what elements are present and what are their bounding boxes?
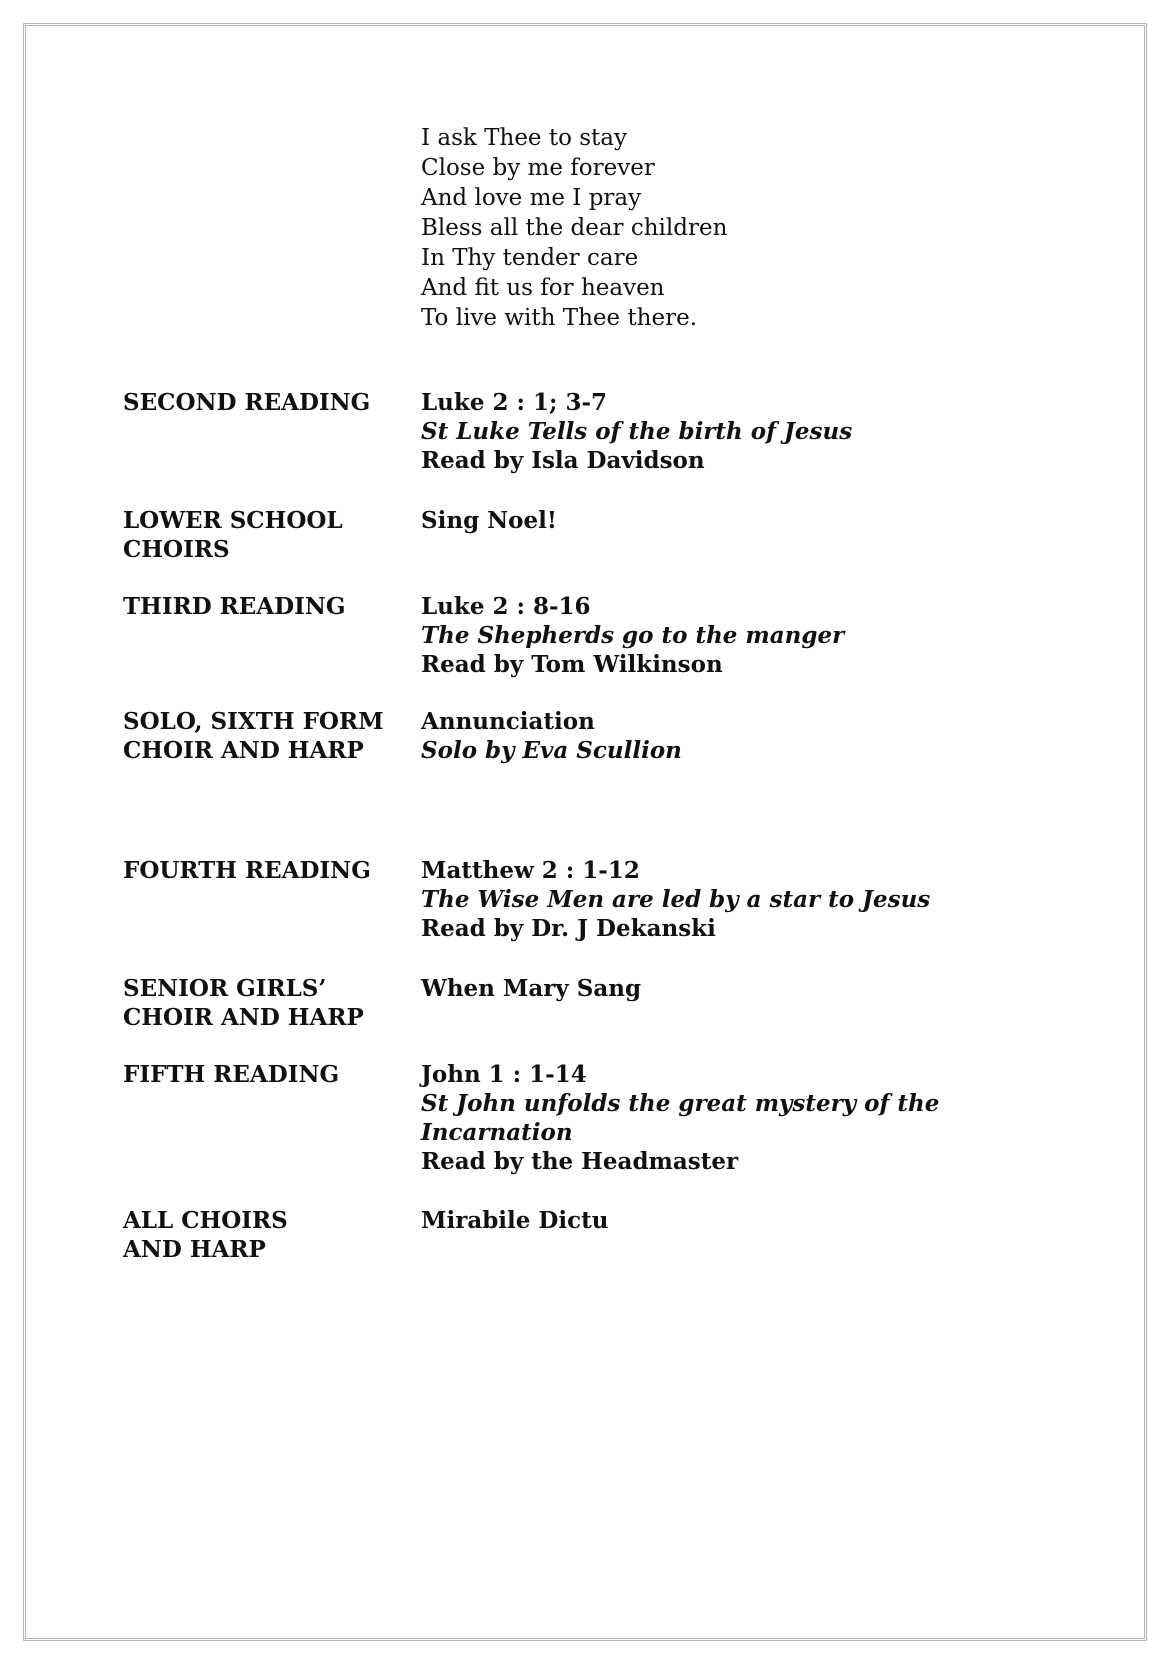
reading-subtitle: The Shepherds go to the manger bbox=[421, 622, 845, 649]
row-label bbox=[123, 1206, 413, 1264]
row-content bbox=[421, 1060, 981, 1176]
piece-subtitle: Solo by Eva Scullion bbox=[421, 737, 682, 764]
piece-title: Sing Noel! bbox=[421, 507, 557, 534]
row-label-line: CHOIR AND HARP bbox=[123, 737, 364, 764]
passage: Matthew 2 : 1-12 bbox=[421, 857, 640, 884]
reading-subtitle: The Wise Men are led by a star to Jesus bbox=[421, 886, 931, 913]
row-label-line: CHOIRS bbox=[123, 536, 230, 563]
row-label bbox=[123, 592, 413, 621]
verse-line: I ask Thee to stay bbox=[421, 125, 628, 151]
row-label-line: SOLO, SIXTH FORM bbox=[123, 708, 384, 735]
row-label bbox=[123, 856, 413, 885]
verse-line: And fit us for heaven bbox=[421, 275, 665, 301]
hymn-verse bbox=[421, 123, 727, 333]
reading-subtitle: St John unfolds the great mystery of the bbox=[421, 1090, 940, 1117]
row-label bbox=[123, 506, 413, 564]
row-content bbox=[421, 856, 981, 943]
reader: Read by the Headmaster bbox=[421, 1148, 739, 1175]
row-label-line: AND HARP bbox=[123, 1236, 266, 1263]
row-label-line: FIFTH READING bbox=[123, 1061, 340, 1088]
reading-subtitle: Incarnation bbox=[421, 1119, 573, 1146]
passage: Luke 2 : 1; 3-7 bbox=[421, 389, 608, 416]
row-label-line: LOWER SCHOOL bbox=[123, 507, 343, 534]
reader: Read by Dr. J Dekanski bbox=[421, 915, 716, 942]
row-content bbox=[421, 974, 981, 1003]
row-label-line: SECOND READING bbox=[123, 389, 371, 416]
verse-line: Close by me forever bbox=[421, 155, 655, 181]
verse-line: To live with Thee there. bbox=[421, 305, 698, 331]
row-content bbox=[421, 1206, 981, 1235]
reader: Read by Tom Wilkinson bbox=[421, 651, 723, 678]
row-label-line: THIRD READING bbox=[123, 593, 346, 620]
row-label-line: CHOIR AND HARP bbox=[123, 1004, 364, 1031]
row-content bbox=[421, 707, 981, 765]
piece-title: Annunciation bbox=[421, 708, 595, 735]
row-content bbox=[421, 506, 981, 535]
row-label bbox=[123, 974, 413, 1032]
passage: John 1 : 1-14 bbox=[421, 1061, 587, 1088]
verse-line: In Thy tender care bbox=[421, 245, 639, 271]
reader: Read by Isla Davidson bbox=[421, 447, 705, 474]
row-label-line: FOURTH READING bbox=[123, 857, 371, 884]
row-label bbox=[123, 1060, 413, 1089]
verse-line: Bless all the dear children bbox=[421, 215, 728, 241]
row-content bbox=[421, 592, 981, 679]
passage: Luke 2 : 8-16 bbox=[421, 593, 591, 620]
row-label-line: SENIOR GIRLS’ bbox=[123, 975, 327, 1002]
reading-subtitle: St Luke Tells of the birth of Jesus bbox=[421, 418, 853, 445]
verse-line: And love me I pray bbox=[421, 185, 642, 211]
row-label-line: ALL CHOIRS bbox=[123, 1207, 288, 1234]
row-content bbox=[421, 388, 981, 475]
row-label bbox=[123, 707, 413, 765]
row-label bbox=[123, 388, 413, 417]
piece-title: When Mary Sang bbox=[421, 975, 642, 1002]
piece-title: Mirabile Dictu bbox=[421, 1207, 609, 1234]
